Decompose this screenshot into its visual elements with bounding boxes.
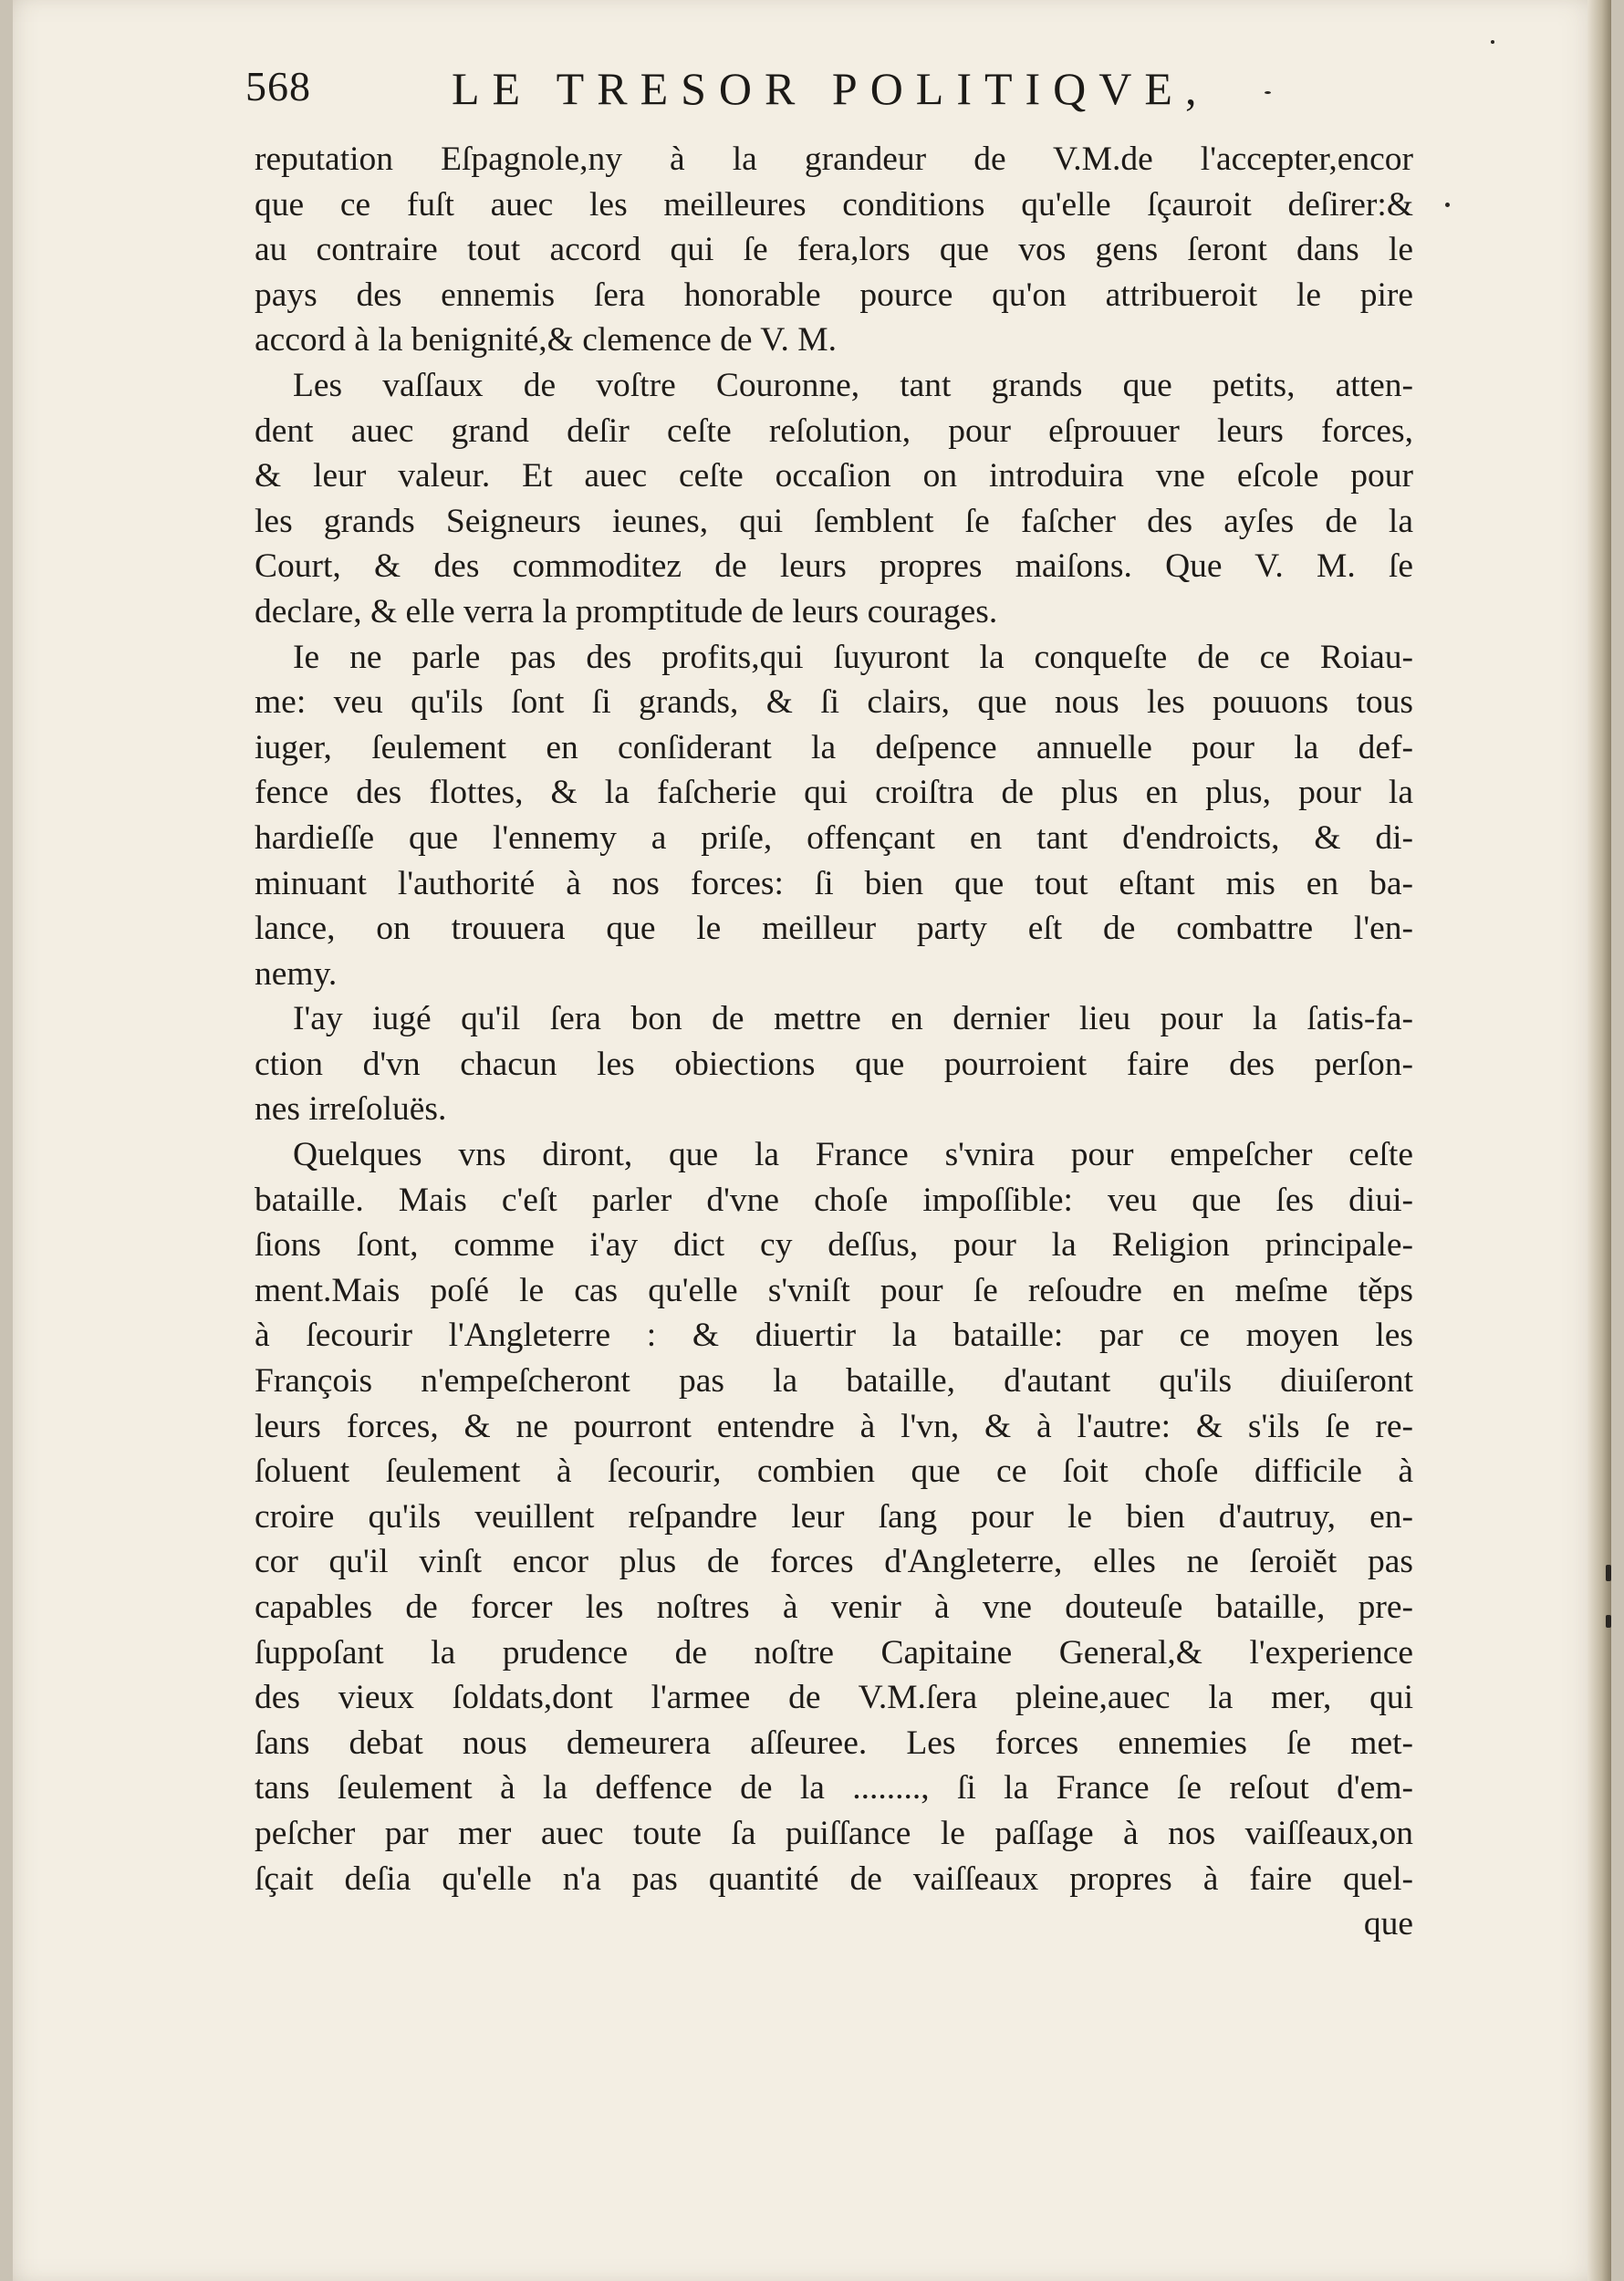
text-line: que ce fuſt auec les meilleures conditions qu'elle ſçauroit deſirer:& <box>255 185 1413 224</box>
text-line: dent auec grand deſir ceſte reſolution, pour eſprouuer leurs forces, <box>255 411 1413 450</box>
text-line: ſuppoſant la prudence de noſtre Capitaine General,& l'experience <box>255 1633 1413 1672</box>
ink-speck <box>1445 203 1450 207</box>
page-header <box>245 62 1431 126</box>
catchword: que <box>1363 1905 1413 1943</box>
running-title: LE TRESOR POLITIQVE, <box>452 63 1210 114</box>
text-line: declare, & elle verra la promptitude de leurs courages. <box>255 592 998 630</box>
text-line: iuger, ſeulement en conſiderant la deſpence annuelle pour la def- <box>255 728 1413 766</box>
text-line: Les vaſſaux de voſtre Couronne, tant grands que petits, atten- <box>293 366 1413 404</box>
text-line: accord à la benignité,& clemence de V. M. <box>255 321 837 359</box>
text-line: capables de forcer les noſtres à venir à vne douteuſe bataille, pre- <box>255 1588 1413 1626</box>
text-line: les grands Seigneurs ieunes, qui ſemblent ſe faſcher des ayſes de la <box>255 502 1413 540</box>
ink-speck <box>1606 1565 1611 1581</box>
text-line: ſçait deſia qu'elle n'a pas quantité de vaiſſeaux propres à faire quel- <box>255 1859 1413 1898</box>
text-line: lance, on trouuera que le meilleur party eſt de combattre l'en- <box>255 910 1413 948</box>
text-line: Court, & des commoditez de leurs propres maiſons. Que V. M. ſe <box>255 547 1413 586</box>
text-line: François n'empeſcheront pas la bataille, d'autant qu'ils diuiſeront <box>255 1362 1413 1401</box>
text-line: Quelques vns diront, que la France s'vnira pour empeſcher ceſte <box>293 1136 1413 1174</box>
ink-speck <box>1606 1615 1611 1628</box>
text-line: ment.Mais poſé le cas qu'elle s'vniſt pour ſe reſoudre en meſme těps <box>255 1271 1413 1309</box>
book-page <box>13 0 1611 2281</box>
text-line: & leur valeur. Et auec ceſte occaſion on introduira vne eſcole pour <box>255 457 1413 495</box>
ink-speck <box>1491 40 1494 44</box>
text-line: ſoluent ſeulement à ſecourir, combien que ce ſoit choſe difficile à <box>255 1453 1413 1491</box>
text-line: au contraire tout accord qui ſe fera,lors que vos gens ſeront dans le <box>255 231 1413 269</box>
page-edge-shadow <box>1588 0 1611 2281</box>
text-line: cor qu'il vinſt encor plus de forces d'Angleterre, elles ne ſeroiĕt pas <box>255 1543 1413 1581</box>
text-line: ction d'vn chacun les obiections que pourroient faire des perſon- <box>255 1045 1413 1083</box>
text-line: I'ay iugé qu'il ſera bon de mettre en dernier lieu pour la ſatis-fa- <box>293 1000 1413 1038</box>
text-line: reputation Eſpagnole,ny à la grandeur de V.M.de l'accepter,encor <box>255 141 1413 178</box>
text-line: me: veu qu'ils ſont ſi grands, & ſi clairs, que nous les pouuons tous <box>255 683 1413 722</box>
text-line: pays des ennemis ſera honorable pource qu'on attribueroit le pire <box>255 276 1413 314</box>
text-line: bataille. Mais c'eſt parler d'vne choſe impoſſible: veu que ſes diui- <box>255 1181 1413 1219</box>
text-line: des vieux ſoldats,dont l'armee de V.M.ſera pleine,auec la mer, qui <box>255 1679 1413 1717</box>
text-line: à ſecourir l'Angleterre : & diuertir la bataille: par ce moyen les <box>255 1317 1413 1355</box>
text-line: minuant l'authorité à nos forces: ſi bien que tout eſtant mis en ba- <box>255 864 1413 902</box>
ink-speck <box>1265 91 1271 94</box>
text-line: peſcher par mer auec toute ſa puiſſance le paſſage à nos vaiſſeaux,on <box>255 1814 1413 1852</box>
text-line: croire qu'ils veuillent reſpandre leur ſang pour le bien d'autruy, en- <box>255 1497 1413 1536</box>
text-line: tans ſeulement à la deffence de la ........, ſi la France ſe reſout d'em- <box>255 1769 1413 1807</box>
text-line: nes irreſoluës. <box>255 1090 447 1129</box>
body-text <box>255 137 1413 1947</box>
text-line: ſions ſont, comme i'ay dict cy deſſus, pour la Religion principale- <box>255 1226 1413 1265</box>
text-line: leurs forces, & ne pourront entendre à l'vn, & à l'autre: & s'ils ſe re- <box>255 1407 1413 1445</box>
text-line: ſans debat nous demeurera aſſeuree. Les forces ennemies ſe met- <box>255 1724 1413 1762</box>
page-number: 568 <box>245 63 311 109</box>
text-line: nemy. <box>255 954 338 993</box>
text-line: Ie ne parle pas des profits,qui ſuyuront la conqueſte de ce Roiau- <box>293 638 1413 676</box>
text-line: fence des flottes, & la faſcherie qui croiſtra de plus en plus, pour la <box>255 774 1413 812</box>
text-line: hardieſſe que l'ennemy a priſe, offençant en tant d'endroicts, & di- <box>255 818 1413 857</box>
